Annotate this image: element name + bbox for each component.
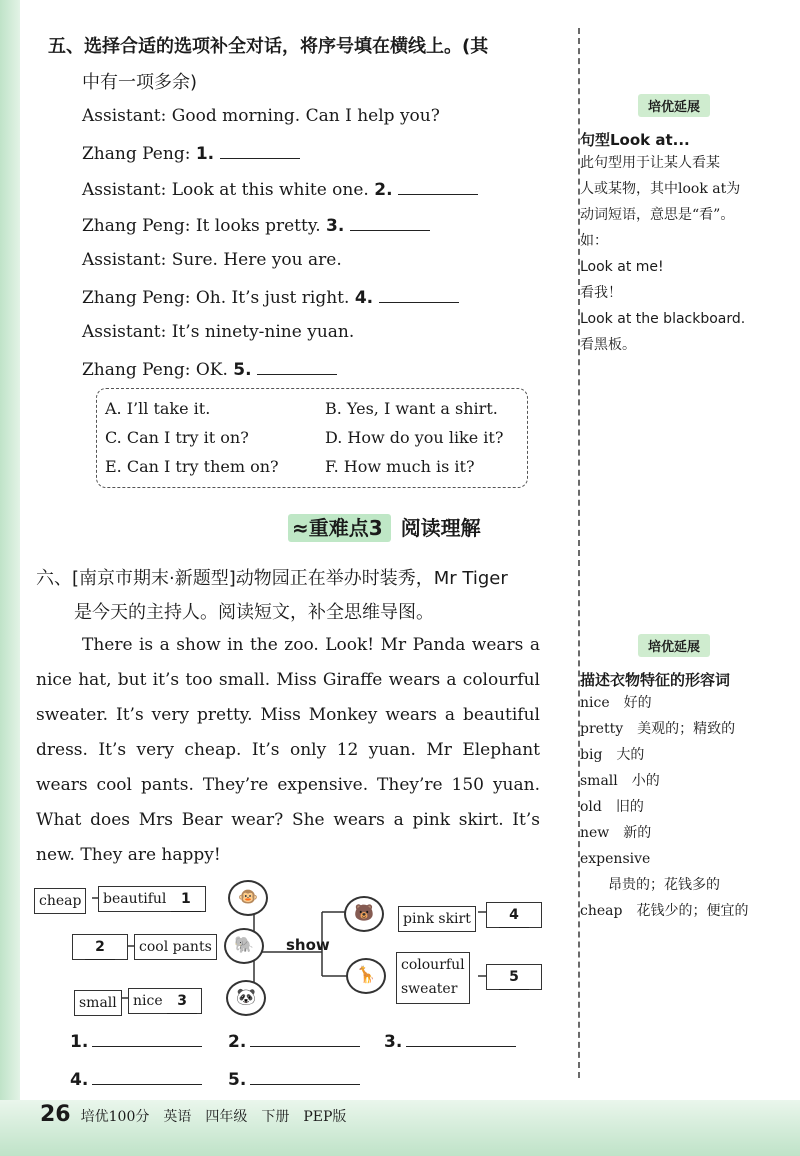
section-title: 阅读理解 — [400, 516, 481, 540]
q5-title-cont: 中有一项多余) — [82, 72, 198, 93]
dialog-line-4: Zhang Peng: It looks pretty. 3. — [82, 214, 430, 236]
sidebar-line: 动词短语，意思是“看”。 — [580, 207, 735, 223]
blank-5[interactable] — [257, 358, 337, 375]
answer-line-3[interactable]: 3. — [384, 1030, 516, 1052]
blank-1[interactable] — [220, 142, 300, 159]
sidebar-tag-2: 培优延展 — [638, 634, 710, 657]
answer-slot-3[interactable]: 3 — [167, 989, 197, 1014]
monkey-icon: 🐵 — [228, 880, 268, 916]
dialog-line-5: Assistant: Sure. Here you are. — [82, 250, 342, 270]
sidebar-line: 人或某物，其中look at为 — [580, 181, 741, 197]
sidebar-word: big 大的 — [580, 747, 645, 763]
answer-line-2[interactable]: 2. — [228, 1030, 360, 1052]
q6-title-cont: 是今天的主持人。阅读短文，补全思维导图。 — [74, 602, 434, 623]
sidebar-tip-1 — [580, 94, 790, 358]
answer-line-5[interactable]: 5. — [228, 1068, 360, 1090]
node-cool-pants: cool pants — [134, 934, 217, 960]
node-colourful-sweater: colourful sweater — [396, 952, 470, 1004]
sidebar-word: nice 好的 — [580, 695, 652, 711]
sidebar-tip-2 — [580, 634, 790, 924]
sidebar-word: old 旧的 — [580, 799, 644, 815]
sidebar-line: Look at me! — [580, 259, 664, 275]
sidebar-line: 如： — [580, 233, 608, 249]
answer-line-1[interactable]: 1. — [70, 1030, 202, 1052]
node-slot-2[interactable]: 2 — [72, 934, 128, 960]
sidebar-word: 昂贵的；花钱多的 — [580, 877, 720, 893]
answer-line-4[interactable]: 4. — [70, 1068, 202, 1090]
section-heading — [288, 512, 481, 541]
node-slot-5[interactable]: 5 — [486, 964, 542, 990]
option-d: D. How do you like it? — [325, 428, 504, 447]
passage: There is a show in the zoo. Look! Mr Panda wears a nice hat, but it’s too small. Miss Giraffe wears a colourful sweater. It’s very pretty. Miss Monkey wears a beautiful dress. It’s very cheap. It’s only 12 yuan. Mr Elephant wears cool pants. They’re expensive. They’re 150 yuan. What does Mrs Bear wear? She wears a pink skirt. It’s new. They are happy! — [36, 635, 540, 865]
sidebar-line: 看我！ — [580, 285, 622, 301]
sidebar-word: expensive — [580, 851, 651, 867]
sidebar-line: Look at the blackboard. — [580, 311, 746, 327]
node-beautiful: beautiful 1 — [98, 886, 206, 912]
dialog-line-2: Zhang Peng: 1. — [82, 142, 300, 164]
dialog-line-8: Zhang Peng: OK. 5. — [82, 358, 337, 380]
dialog-line-3: Assistant: Look at this white one. 2. — [82, 178, 478, 200]
page — [22, 8, 792, 1127]
option-b: B. Yes, I want a shirt. — [325, 399, 498, 418]
option-f: F. How much is it? — [325, 457, 475, 476]
giraffe-icon: 🦒 — [346, 958, 386, 994]
elephant-icon: 🐘 — [224, 928, 264, 964]
sidebar-word: pretty 美观的；精致的 — [580, 721, 736, 737]
node-small: small — [74, 990, 122, 1016]
bear-icon: 🐻 — [344, 896, 384, 932]
sidebar-line: 此句型用于让某人看某 — [580, 155, 720, 171]
panda-icon: 🐼 — [226, 980, 266, 1016]
sidebar-word: new 新的 — [580, 825, 652, 841]
node-nice: nice 3 — [128, 988, 202, 1014]
node-pink-skirt: pink skirt — [398, 906, 476, 932]
blank-3[interactable] — [350, 214, 430, 231]
dialog-line-1: Assistant: Good morning. Can I help you? — [82, 106, 440, 126]
sidebar-line: 看黑板。 — [580, 337, 636, 353]
blank-4[interactable] — [379, 286, 459, 303]
blank-2[interactable] — [398, 178, 478, 195]
option-c: C. Can I try it on? — [105, 428, 249, 447]
node-cheap: cheap — [34, 888, 86, 914]
sidebar-tag-1: 培优延展 — [638, 94, 710, 117]
option-a: A. I’ll take it. — [105, 399, 211, 418]
section-badge: ≈重难点3 — [288, 514, 391, 542]
dialog-line-6: Zhang Peng: Oh. It’s just right. 4. — [82, 286, 459, 308]
footer-text: 培优100分 英语 四年级 下册 PEP版 — [80, 1109, 347, 1125]
page-footer — [40, 1102, 346, 1127]
options-box — [96, 388, 528, 488]
node-slot-4[interactable]: 4 — [486, 902, 542, 928]
sidebar-title-2: 描述衣物特征的形容词 — [580, 671, 731, 689]
dialog-line-7: Assistant: It’s ninety-nine yuan. — [82, 322, 355, 342]
q5-title: 五、选择合适的选项补全对话，将序号填在横线上。(其 — [48, 36, 489, 57]
q6-title: 六、[南京市期末·新题型]动物园正在举办时装秀，Mr Tiger — [36, 568, 508, 589]
sidebar-word: cheap 花钱少的；便宜的 — [580, 903, 749, 919]
option-e: E. Can I try them on? — [105, 457, 279, 476]
sidebar-word: small 小的 — [580, 773, 660, 789]
left-edge-decoration — [0, 0, 20, 1156]
answer-slot-1[interactable]: 1 — [171, 887, 201, 912]
mindmap-center: show — [286, 936, 330, 954]
sidebar-title-1: 句型Look at... — [580, 131, 690, 149]
page-number: 26 — [40, 1102, 71, 1127]
